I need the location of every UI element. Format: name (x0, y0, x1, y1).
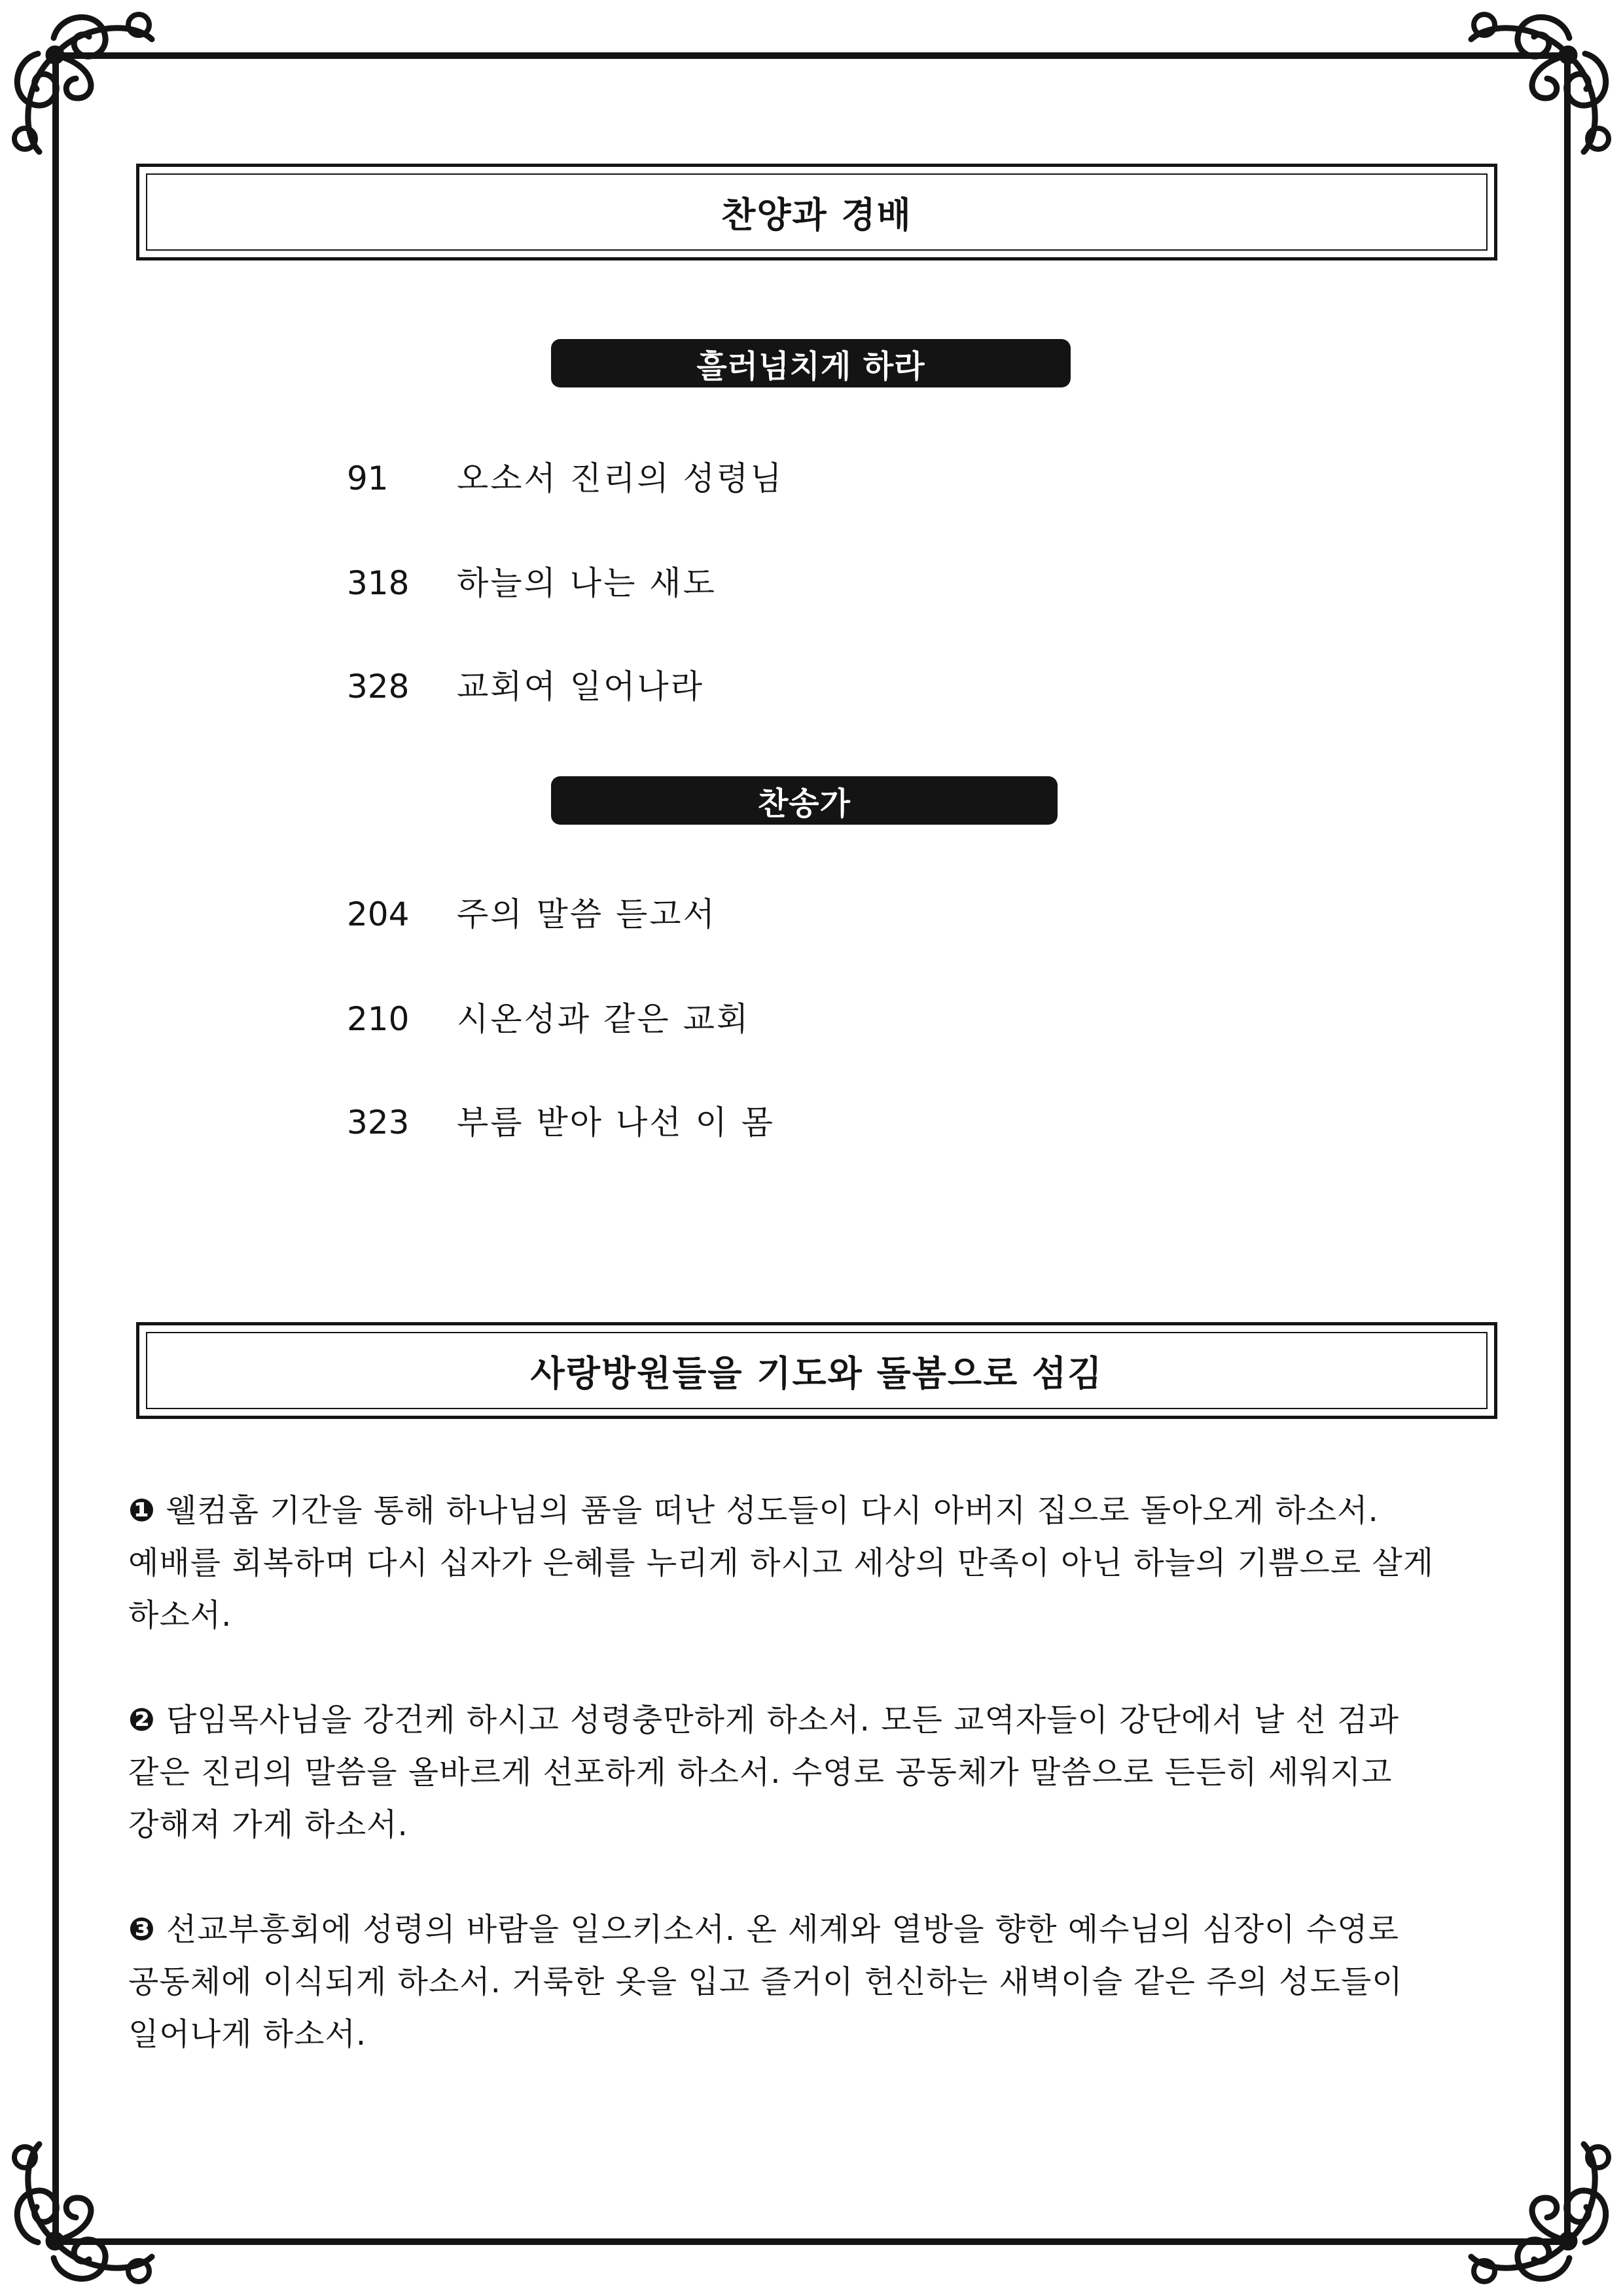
song-title: 교회여 일어나라 (457, 668, 704, 706)
song-title: 오소서 진리의 성령님 (457, 459, 784, 497)
praise-category-label: 흘러넘치게 하라 (551, 339, 1071, 387)
hymn-title: 시온성과 같은 교회 (457, 1000, 751, 1038)
prayer-line: 예배를 회복하며 다시 십자가 은혜를 누리게 하시고 세상의 만족이 아닌 하늘의 기쁨으로 살게 (128, 1545, 1435, 1581)
prayer-line (128, 1903, 1463, 1956)
hymn-title: 부름 받아 나선 이 몸 (457, 1103, 775, 1141)
hymn-title: 주의 말씀 듣고서 (457, 895, 717, 933)
number-marker: ❷ (128, 1702, 156, 1738)
prayer-line: 같은 진리의 말씀을 올바르게 선포하게 하소서. 수영로 공동체가 말씀으로 든든히 세워지고 (128, 1754, 1393, 1791)
song-number: 328 (347, 668, 410, 706)
corner-ornament-bottom-right-icon (1453, 2126, 1623, 2296)
prayer-text: 웰컴홈 기간을 통해 하나님의 품을 떠난 성도들이 다시 아버지 집으로 돌아오게 하소서. (166, 1492, 1379, 1529)
hymn-number: 323 (347, 1103, 410, 1141)
prayer-line: 강해져 가게 하소서. (128, 1806, 408, 1843)
prayer-item (128, 1903, 1463, 2060)
prayer-line: 공동체에 이식되게 하소서. 거룩한 옷을 입고 즐거이 헌신하는 새벽이슬 같은 주의 성도들이 (128, 1964, 1403, 2000)
prayer-line (128, 1484, 1463, 1537)
prayer-line (128, 1694, 1463, 1746)
song-number: 318 (347, 564, 410, 602)
worship-section-title: 찬양과 경배 (721, 194, 912, 236)
prayer-line: 하소서. (128, 1597, 232, 1634)
number-marker: ❸ (128, 1911, 156, 1948)
song-number: 91 (347, 459, 389, 497)
hymn-number: 210 (347, 1000, 410, 1038)
worship-section-header (136, 164, 1497, 260)
prayer-line: 일어나게 하소서. (128, 2016, 367, 2053)
hymn-number: 204 (347, 895, 410, 933)
prayer-text: 담임목사님을 강건케 하시고 성령충만하게 하소서. 모든 교역자들이 강단에서 날 선 검과 (166, 1702, 1399, 1738)
prayer-text: 선교부흥회에 성령의 바람을 일으키소서. 온 세계와 열방을 향한 예수님의 심장이 수영로 (166, 1911, 1399, 1948)
hymnal-category-label: 찬송가 (551, 776, 1058, 825)
corner-ornament-top-left-icon (0, 0, 170, 170)
number-marker: ❶ (128, 1492, 156, 1529)
corner-ornament-top-right-icon (1453, 0, 1623, 170)
prayer-item (128, 1484, 1463, 1641)
song-title: 하늘의 나는 새도 (457, 564, 717, 602)
care-section-header (136, 1322, 1497, 1419)
care-section-title: 사랑방원들을 기도와 돌봄으로 섬김 (530, 1352, 1103, 1394)
prayer-item (128, 1694, 1463, 1851)
corner-ornament-bottom-left-icon (0, 2126, 170, 2296)
